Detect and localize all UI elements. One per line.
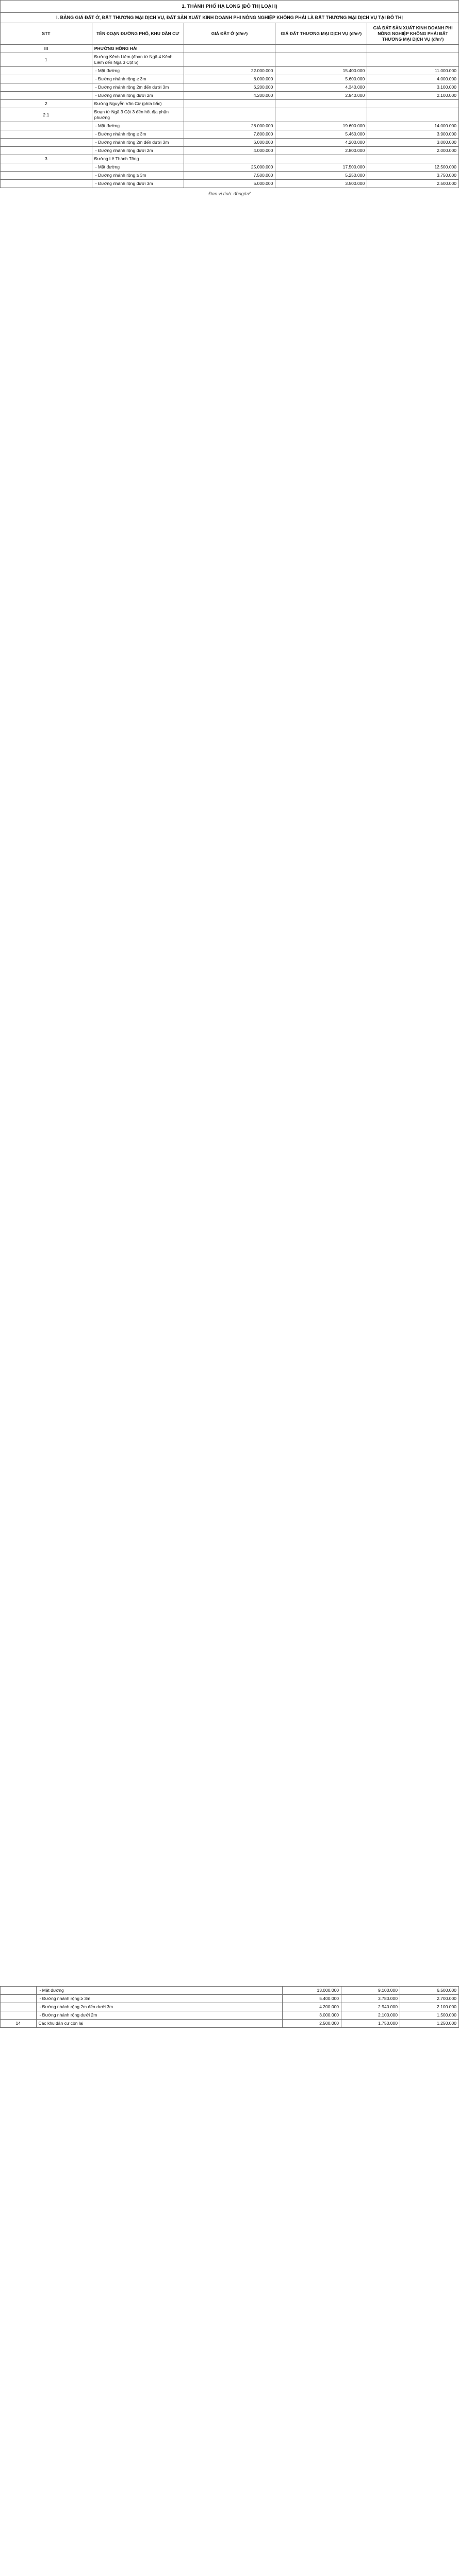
table-title: I. BẢNG GIÁ ĐẤT Ở, ĐẤT THƯƠNG MẠI DỊCH VỤ, ĐẤT SẢN XUẤT KINH DOANH PHI NÔNG NGHIỆP KHÔNG PHẢI LÀ ĐẤT THƯƠNG MẠI DỊCH VỤ TẠI ĐÔ THỊ [1,13,459,23]
row-price-sxkd [367,108,459,122]
row-stt: III [1,45,92,53]
row-price-sxkd [367,155,459,163]
row-price-tmdv: 17.500.000 [275,163,367,172]
row-price-tmdv [275,108,367,122]
row-name: - Mặt đường [92,67,184,75]
row-price-o: 5.400.000 [283,1995,341,2003]
row-price-sxkd: 1.250.000 [400,2020,459,2028]
row-price-tmdv: 2.940.000 [341,2003,400,2011]
row-price-tmdv: 5.460.000 [275,130,367,139]
row-price-o: 2.500.000 [283,2020,341,2028]
row-stt [1,139,92,147]
price-table [0,0,459,188]
row-price-sxkd: 2.700.000 [400,1995,459,2003]
table-row [1,75,459,83]
row-price-tmdv: 2.800.000 [275,147,367,155]
row-stt [1,92,92,100]
row-price-tmdv: 1.750.000 [341,2020,400,2028]
price-table-tail [0,1986,459,2028]
row-price-sxkd: 3.000.000 [367,139,459,147]
row-price-o [184,108,275,122]
row-name: Đường Kênh Liêm (đoạn từ Ngã 4 Kênh Liêm đến Ngã 3 Cột 5) [92,53,184,67]
row-stt [1,67,92,75]
row-price-tmdv [275,45,367,53]
row-price-o: 4.200.000 [184,92,275,100]
row-price-o: 3.000.000 [283,2011,341,2020]
table-title-row [1,13,459,23]
table-row [1,122,459,130]
row-price-tmdv [275,53,367,67]
row-price-sxkd: 6.500.000 [400,1987,459,1995]
row-stt: 14 [1,2020,37,2028]
row-price-tmdv: 3.780.000 [341,1995,400,2003]
header-land-o: GIÁ ĐẤT Ở (đ/m²) [184,23,275,45]
row-stt: 1 [1,53,92,67]
row-name: - Đường nhánh rộng dưới 2m [92,147,184,155]
row-price-tmdv: 3.500.000 [275,180,367,188]
row-price-o: 28.000.000 [184,122,275,130]
row-price-o: 22.000.000 [184,67,275,75]
header-land-sxkd: GIÁ ĐẤT SẢN XUẤT KINH DOANH PHI NÔNG NGHIỆP KHÔNG PHẢI ĐẤT THƯƠNG MẠI DỊCH VỤ (đ/m²) [367,23,459,45]
row-stt [1,83,92,92]
row-stt [1,130,92,139]
row-price-sxkd: 1.500.000 [400,2011,459,2020]
row-price-sxkd: 2.100.000 [400,2003,459,2011]
table-row [1,130,459,139]
row-price-tmdv: 2.100.000 [341,2011,400,2020]
row-price-tmdv: 5.600.000 [275,75,367,83]
row-price-sxkd: 3.900.000 [367,130,459,139]
header-land-tmdv: GIÁ ĐẤT THƯƠNG MẠI DỊCH VỤ (đ/m²) [275,23,367,45]
row-price-sxkd: 2.000.000 [367,147,459,155]
table-row [1,92,459,100]
row-name: - Đường nhánh rộng dưới 2m [92,92,184,100]
row-price-sxkd [367,53,459,67]
row-name: Đường Lê Thánh Tông [92,155,184,163]
header-name: TÊN ĐOẠN ĐƯỜNG PHỐ, KHU DÂN CƯ [92,23,184,45]
table-row [1,45,459,53]
row-price-o [184,155,275,163]
row-stt: 3 [1,155,92,163]
table-row [1,155,459,163]
row-price-o: 6.200.000 [184,83,275,92]
row-stt: 2 [1,100,92,108]
table-row [1,2003,459,2011]
table-row [1,2011,459,2020]
city-title-row [1,1,459,13]
row-name: Đoạn từ Ngã 3 Cột 3 đến hết địa phận phường [92,108,184,122]
row-name: - Đường nhánh rộng ≥ 3m [92,130,184,139]
table-row [1,1987,459,1995]
row-stt [1,1987,37,1995]
row-name: - Đường nhánh rộng ≥ 3m [36,1995,283,2003]
row-price-o [184,53,275,67]
row-price-o: 8.000.000 [184,75,275,83]
table-row [1,139,459,147]
row-name: - Đường nhánh rộng 2m đến dưới 3m [36,2003,283,2011]
header-stt: STT [1,23,92,45]
table-row [1,83,459,92]
row-stt [1,147,92,155]
table-continuation [0,188,459,1986]
row-price-o [184,45,275,53]
row-price-tmdv: 9.100.000 [341,1987,400,1995]
row-stt [1,2003,37,2011]
table-body-tail [1,1987,459,2028]
table-row [1,53,459,67]
table-row [1,147,459,155]
row-price-o [184,100,275,108]
unit-note: Đơn vị tính: đồng/m² [208,191,251,196]
row-name: - Mặt đường [92,163,184,172]
row-price-tmdv: 2.940.000 [275,92,367,100]
row-name: - Đường nhánh rộng ≥ 3m [92,172,184,180]
row-stt: 2.1 [1,108,92,122]
row-name: Đường Nguyễn Văn Cừ (phía bắc) [92,100,184,108]
row-price-tmdv: 15.400.000 [275,67,367,75]
row-price-tmdv [275,155,367,163]
row-price-sxkd: 3.100.000 [367,83,459,92]
row-price-sxkd: 3.750.000 [367,172,459,180]
row-price-o: 13.000.000 [283,1987,341,1995]
row-price-tmdv: 5.250.000 [275,172,367,180]
table-row [1,172,459,180]
table-row [1,180,459,188]
row-price-o: 4.200.000 [283,2003,341,2011]
table-row [1,67,459,75]
row-price-sxkd: 2.500.000 [367,180,459,188]
row-price-tmdv [275,100,367,108]
row-price-o: 7.500.000 [184,172,275,180]
row-name: - Đường nhánh rộng dưới 3m [92,180,184,188]
row-price-o: 4.000.000 [184,147,275,155]
row-price-tmdv: 19.600.000 [275,122,367,130]
row-stt [1,163,92,172]
table-row [1,108,459,122]
row-price-sxkd: 12.500.000 [367,163,459,172]
row-price-o: 6.000.000 [184,139,275,147]
row-price-sxkd: 11.000.000 [367,67,459,75]
row-name: - Đường nhánh rộng 2m đến dưới 3m [92,139,184,147]
row-price-sxkd: 4.000.000 [367,75,459,83]
row-stt [1,172,92,180]
row-price-sxkd: 14.000.000 [367,122,459,130]
row-price-sxkd [367,45,459,53]
row-stt [1,2011,37,2020]
row-name: PHƯỜNG HỒNG HẢI [92,45,184,53]
row-price-tmdv: 4.200.000 [275,139,367,147]
row-name: - Đường nhánh rộng 2m đến dưới 3m [92,83,184,92]
table-header-row [1,23,459,45]
city-title: 1. THÀNH PHỐ HẠ LONG (ĐÔ THỊ LOẠI I) [1,1,459,13]
row-name: - Mặt đường [92,122,184,130]
row-price-o: 5.000.000 [184,180,275,188]
row-name: - Đường nhánh rộng dưới 2m [36,2011,283,2020]
row-name: - Mặt đường [36,1987,283,1995]
table-row [1,100,459,108]
row-price-tmdv: 4.340.000 [275,83,367,92]
row-price-sxkd: 2.100.000 [367,92,459,100]
row-name: Các khu dân cư còn lại [36,2020,283,2028]
row-price-o: 25.000.000 [184,163,275,172]
row-stt [1,75,92,83]
row-price-sxkd [367,100,459,108]
row-stt [1,1995,37,2003]
row-stt [1,180,92,188]
table-row [1,1995,459,2003]
table-body [1,45,459,188]
row-stt [1,122,92,130]
row-name: - Đường nhánh rộng ≥ 3m [92,75,184,83]
row-price-o: 7.800.000 [184,130,275,139]
table-row [1,2020,459,2028]
table-row [1,163,459,172]
